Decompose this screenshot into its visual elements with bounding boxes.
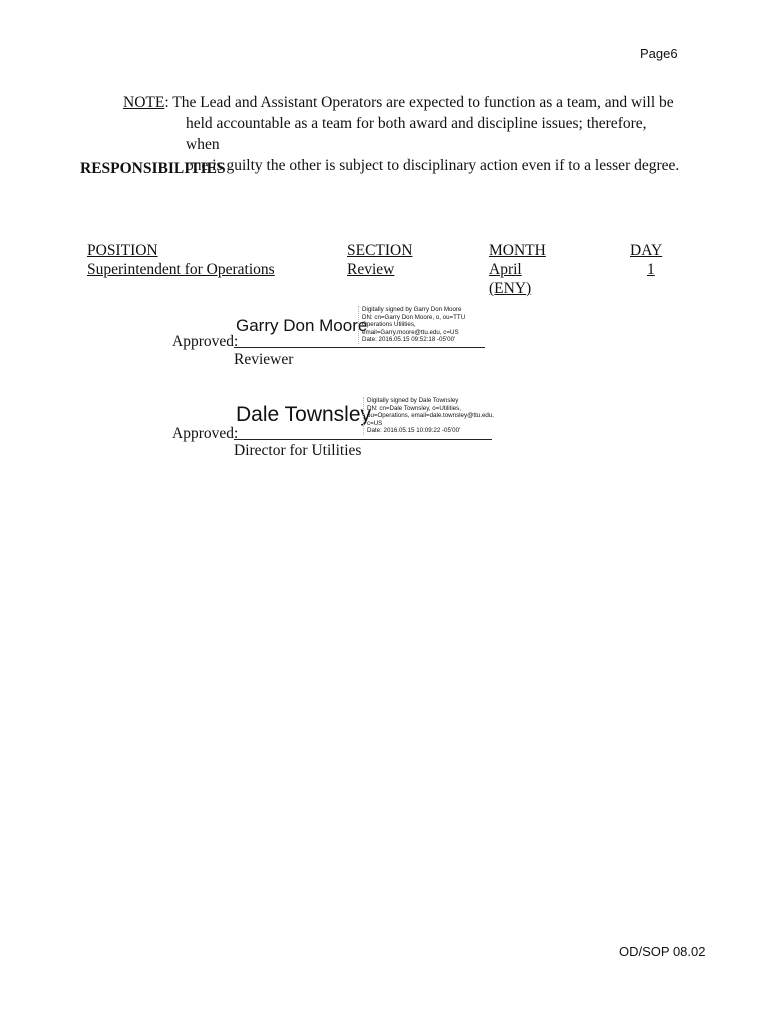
signature-detail-line: DN: cn=Dale Townsley, o=Utilities, (367, 404, 461, 412)
signature-detail-line: Operations Utilities, (362, 321, 416, 329)
section-heading: RESPONSIBILITIES (80, 160, 226, 177)
column-header-day: DAY (630, 242, 663, 259)
page-number: Page6 (640, 46, 678, 61)
approved-label: Approved: (172, 425, 239, 442)
note-label: NOTE (123, 94, 165, 111)
document-code: OD/SOP 08.02 (619, 944, 706, 959)
note-line-1: : The Lead and Assistant Operators are expected to function as a team, and will be (164, 94, 674, 111)
signature-detail-line: DN: cn=Garry Don Moore, o, ou=TTU (362, 313, 466, 321)
cell-month-note: (ENY) (489, 280, 532, 297)
cell-position: Superintendent for Operations (87, 261, 275, 278)
signer-role: Director for Utilities (234, 442, 362, 459)
column-header-position: POSITION (87, 242, 158, 259)
signature-detail-line: Digitally signed by Dale Townsley (367, 397, 459, 404)
column-header-month: MONTH (489, 242, 546, 259)
signer-role: Reviewer (234, 351, 294, 368)
note-line-3: one is guilty the other is subject to disciplinary action even if to a lesser degree. (186, 157, 680, 174)
digital-signature-details (363, 397, 494, 435)
signer-name: Dale Townsley (236, 403, 372, 426)
cell-section: Review (347, 261, 395, 278)
signature-detail-line: Date: 2016.05.15 09:52:18 -05'00' (362, 336, 456, 344)
signature-detail-line: Digitally signed by Garry Don Moore (362, 306, 462, 313)
signer-name: Garry Don Moore (236, 316, 368, 335)
signature-detail-line: c=US (367, 419, 383, 427)
cell-month: April (489, 261, 522, 278)
signature-detail-line: ou=Operations, email=dale.townsley@ttu.edu, (367, 412, 495, 420)
note-line-2: held accountable as a team for both award and discipline issues; therefore, when (186, 115, 647, 153)
signature-detail-line: Date: 2016.05.15 10:09:22 -05'00' (367, 427, 461, 435)
approved-label: Approved: (172, 333, 239, 350)
signature-line (234, 439, 492, 440)
column-header-section: SECTION (347, 242, 413, 259)
digital-signature-details (358, 306, 465, 344)
cell-day: 1 (647, 261, 655, 278)
signature-detail-line: email=Garry.moore@ttu.edu, c=US (362, 328, 459, 336)
signature-line (234, 347, 485, 348)
